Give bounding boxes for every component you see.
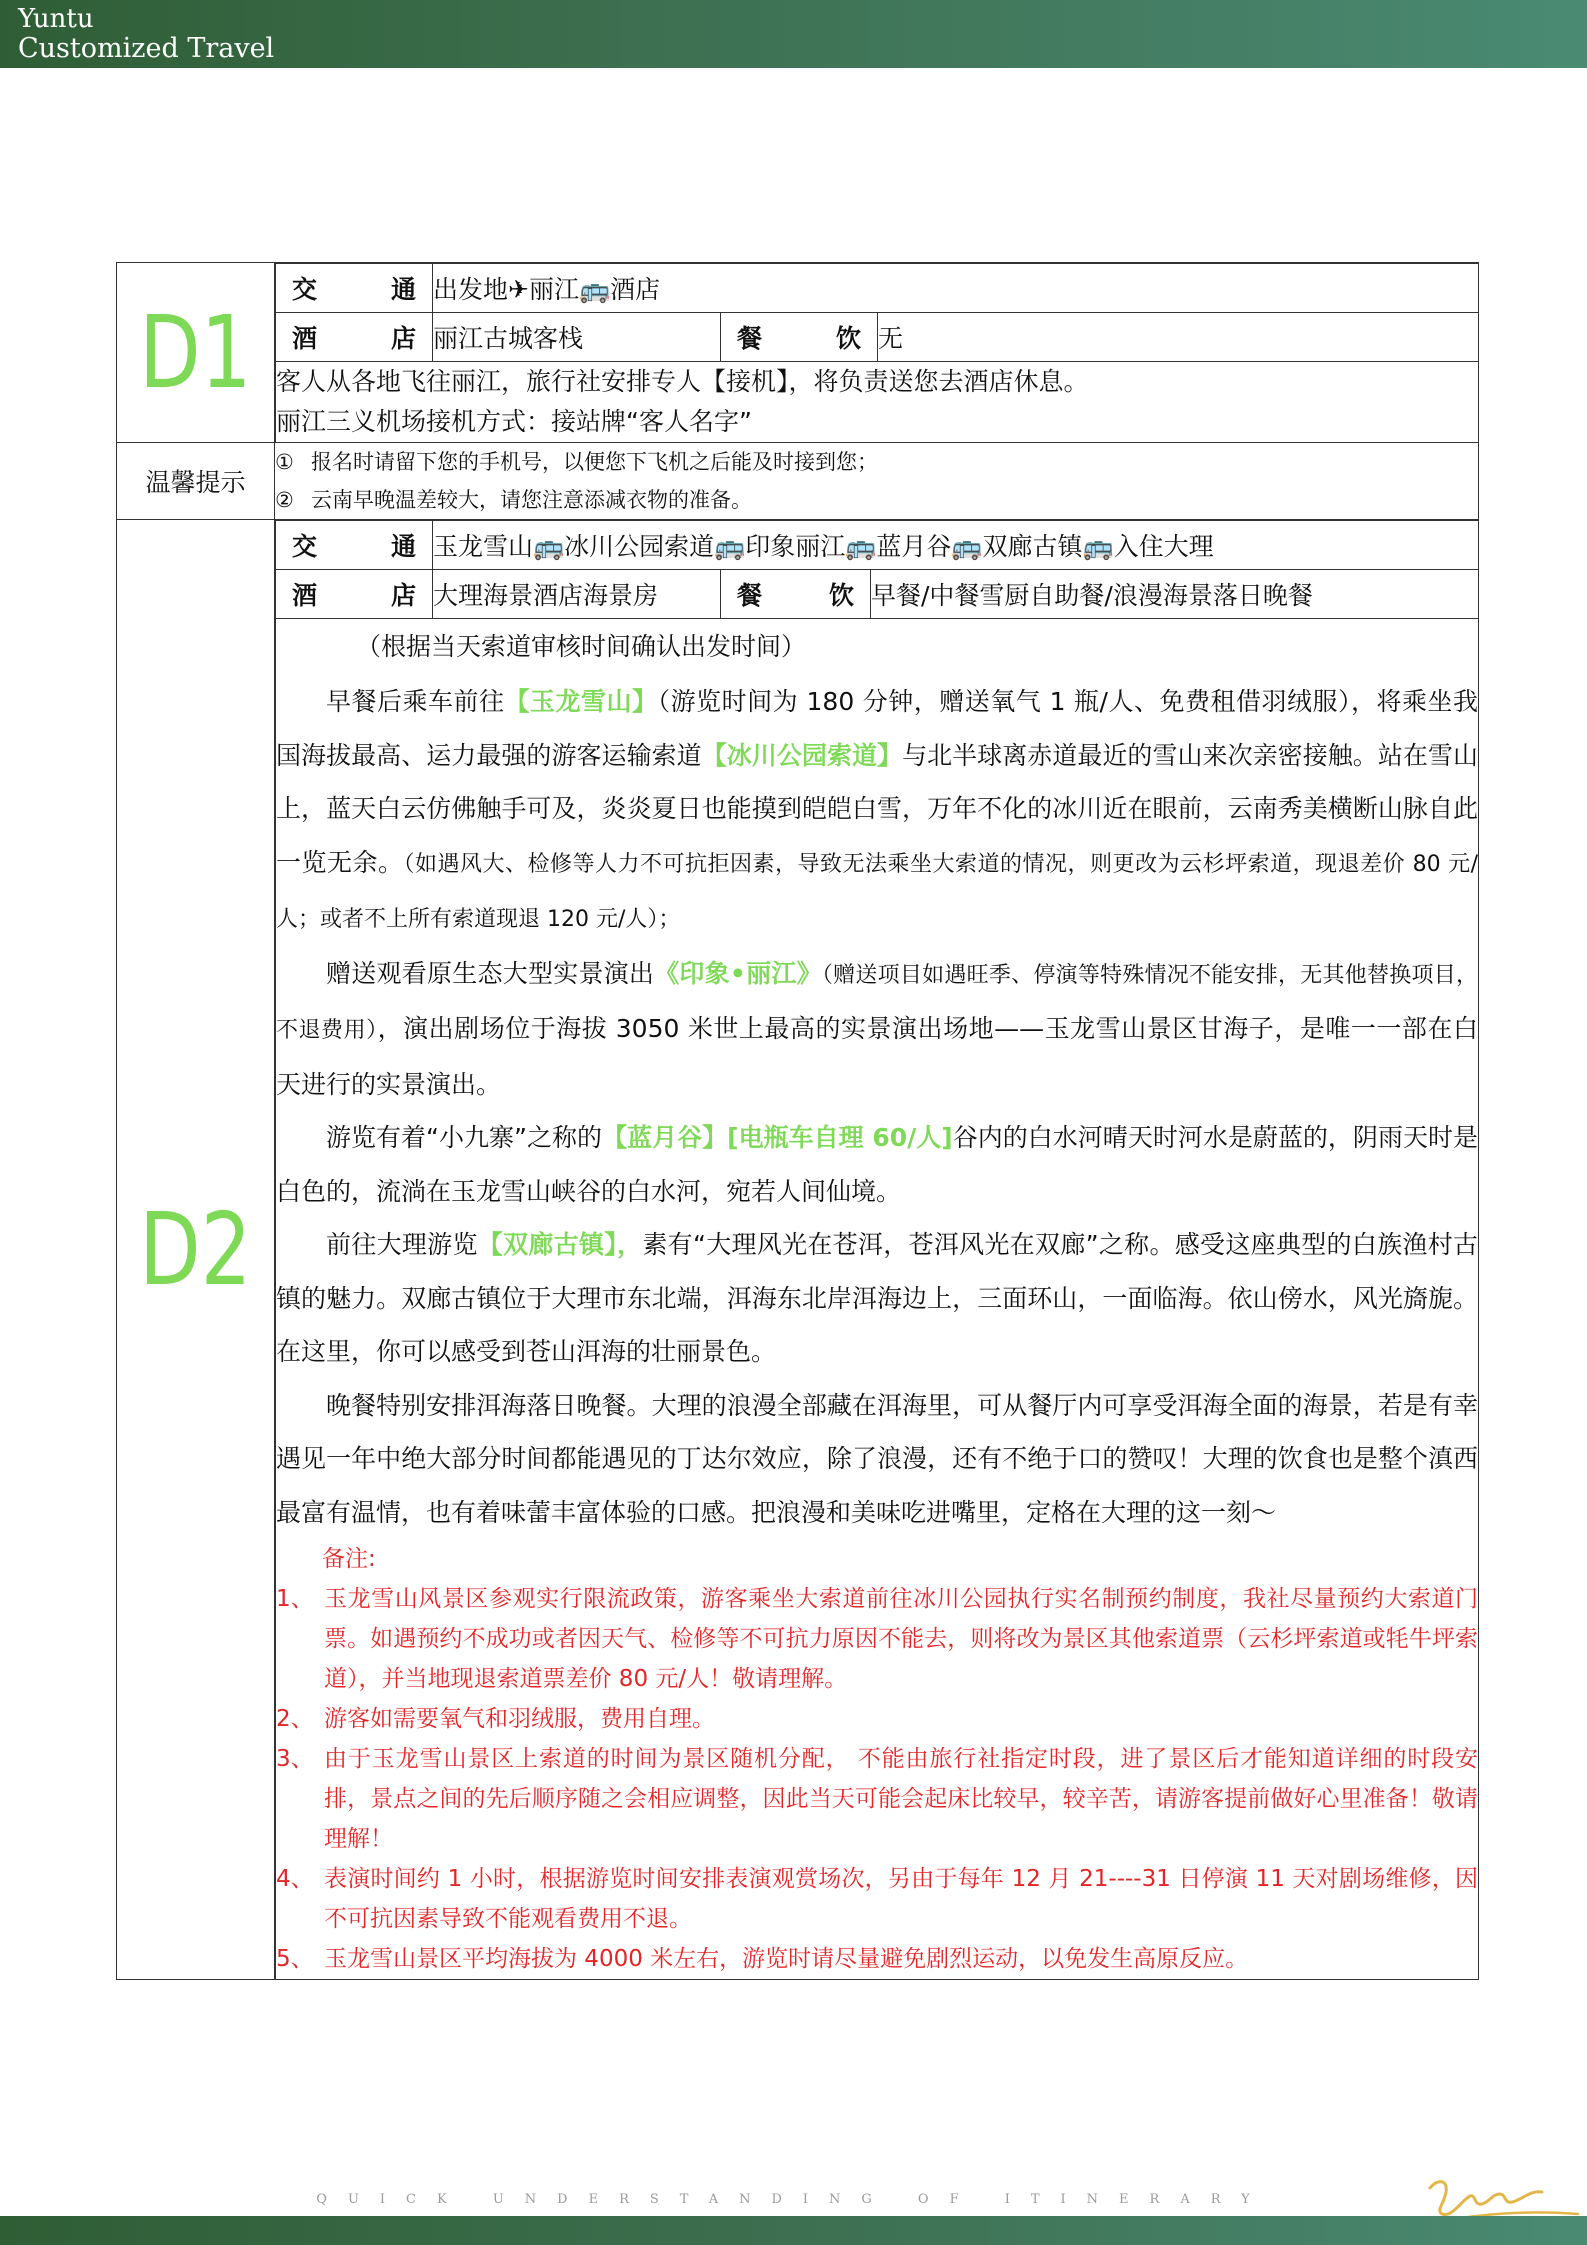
highlight-impression-lijiang: 《印象•丽江》: [654, 958, 822, 988]
d2-hotel-label: 酒 店: [276, 570, 433, 619]
note-item: 4、 表演时间约 1 小时，根据游览时间安排表演观赏场次，另由于每年 12 月 21----31 日停演 11 天对剧场维修，因不可抗因素导致不能观看费用不退。: [276, 1866, 1478, 1932]
d1-info: [275, 263, 1478, 442]
d2-notes: [276, 1539, 1478, 1979]
d1-transport-value: 出发地✈丽江🚌酒店: [433, 264, 1479, 313]
note-item: 1、 玉龙雪山风景区参观实行限流政策，游客乘坐大索道前往冰川公园执行实名制预约制度，我社尽量预约大索道门票。如遇预约不成功或者因天气、检修等不可抗力原因不能去，则将改为景区其他索道票（云杉坪索道或牦牛坪索道），并当地现退索道票差价 80 元/人！敬请理解。: [276, 1586, 1478, 1692]
day-label-d1: D1: [117, 263, 275, 443]
d1-desc-line-2: 丽江三义机场接机方式：接站牌“客人名字”: [276, 407, 752, 436]
tip-item: ① 报名时请留下您的手机号，以便您下飞机之后能及时接到您；: [275, 450, 878, 474]
d1-hotel-value: 丽江古城客栈: [433, 313, 721, 362]
d1-description: [276, 362, 1479, 443]
d2-intro: （根据当天索道审核时间确认出发时间）: [356, 632, 807, 661]
d2-description: [276, 619, 1479, 1980]
d2-paragraph-impression: 赠送观看原生态大型实景演出《印象•丽江》（赠送项目如遇旺季、停演等特殊情况不能安排，无其他替换项目，不退费用），演出剧场位于海拔 3050 米世上最高的实景演出场地——玉龙雪山景区甘海子，是唯一一部在白天进行的实景演出。: [276, 958, 1478, 1099]
itinerary-table: [116, 262, 1479, 1980]
d2-info: [275, 520, 1478, 1979]
day-label-d2: D2: [117, 520, 275, 1980]
d2-paragraph-dinner: 晚餐特别安排洱海落日晚餐。大理的浪漫全部藏在洱海里，可从餐厅内可享受洱海全面的海景，若是有幸遇见一年中绝大部分时间都能遇见的丁达尔效应，除了浪漫，还有不绝于口的赞叹！大理的饮食也是整个滇西最富有温情，也有着味蕾丰富体验的口感。把浪漫和美味吃进嘴里，定格在大理的这一刻～: [276, 1390, 1478, 1527]
d2-hotel-value: 大理海景酒店海景房: [433, 570, 721, 619]
tips-label: 温馨提示: [117, 443, 275, 520]
d1-desc-line-1: 客人从各地飞往丽江，旅行社安排专人【接机】，将负责送您去酒店休息。: [276, 367, 1089, 396]
highlight-shuanglang: 【双廊古镇】，: [477, 1230, 643, 1259]
note-item: 3、 由于玉龙雪山景区上索道的时间为景区随机分配， 不能由旅行社指定时段，进了景区后才能知道详细的时段安排，景点之间的先后顺序随之会相应调整，因此当天可能会起床比较早，较辛苦，请游客提前做好心里准备！敬请理解！: [276, 1746, 1478, 1852]
d2-paragraph-yulong: 早餐后乘车前往【玉龙雪山】（游览时间为 180 分钟，赠送氧气 1 瓶/人、免费租借羽绒服），将乘坐我国海拔最高、运力最强的游客运输索道【冰川公园索道】与北半球离赤道最近的雪山来次亲密接触。站在雪山上，蓝天白云仿佛触手可及，炎炎夏日也能摸到皑皑白雪，万年不化的冰川近在眼前，云南秀美横断山脉自此一览无余。（如遇风大、检修等人力不可抗拒因素，导致无法乘坐大索道的情况，则更改为云杉坪索道，现退差价 80 元/人；或者不上所有索道现退 120 元/人）；: [276, 687, 1478, 932]
logo-line-1: Yuntu: [18, 4, 94, 34]
highlight-blue-moon-valley: 【蓝月谷】[电瓶车自理 60/人]: [602, 1123, 953, 1152]
highlight-yulong: 【玉龙雪山】: [504, 687, 658, 716]
d1-transport-label: 交 通: [276, 264, 433, 313]
highlight-glacier-cableway: 【冰川公园索道】: [701, 740, 903, 770]
notes-title: 备注:: [322, 1546, 376, 1572]
d2-meals-value: 早餐/中餐雪厨自助餐/浪漫海景落日晚餐: [871, 570, 1479, 619]
tips-content: [275, 443, 1479, 520]
d2-transport-value: 玉龙雪山🚌冰川公园索道🚌印象丽江🚌蓝月谷🚌双廊古镇🚌入住大理: [433, 521, 1479, 570]
header-bar: [0, 0, 1587, 68]
tip-item: ② 云南早晚温差较大，请您注意添减衣物的准备。: [275, 488, 752, 512]
d1-meals-label: 餐 饮: [721, 313, 878, 362]
d2-meals-label: 餐 饮: [721, 570, 871, 619]
note-item: 2、 游客如需要氧气和羽绒服，费用自理。: [276, 1706, 715, 1732]
note-item: 5、 玉龙雪山景区平均海拔为 4000 米左右，游览时请尽量避免剧烈运动，以免发生高原反应。: [276, 1946, 1249, 1972]
brand-logo: [18, 4, 274, 64]
footer-tagline: QUICK UNDERSTANDING OF ITINERARY: [316, 2192, 1271, 2207]
logo-line-2: Customized Travel: [18, 33, 275, 64]
d1-meals-value: 无: [878, 313, 1479, 362]
d2-paragraph-blue-moon: 游览有着“小九寨”之称的【蓝月谷】[电瓶车自理 60/人]谷内的白水河晴天时河水是蔚蓝的，阴雨天时是白色的，流淌在玉龙雪山峡谷的白水河，宛若人间仙境。: [276, 1123, 1478, 1206]
d1-hotel-label: 酒 店: [276, 313, 433, 362]
footer-bar: [0, 2216, 1587, 2245]
d2-transport-label: 交 通: [276, 521, 433, 570]
d2-paragraph-shuanglang: 前往大理游览【双廊古镇】，素有“大理风光在苍洱，苍洱风光在双廊”之称。感受这座典型的白族渔村古镇的魅力。双廊古镇位于大理市东北端，洱海东北岸洱海边上，三面环山，一面临海。依山傍水，风光旖旎。在这里，你可以感受到苍山洱海的壮丽景色。: [276, 1230, 1478, 1366]
